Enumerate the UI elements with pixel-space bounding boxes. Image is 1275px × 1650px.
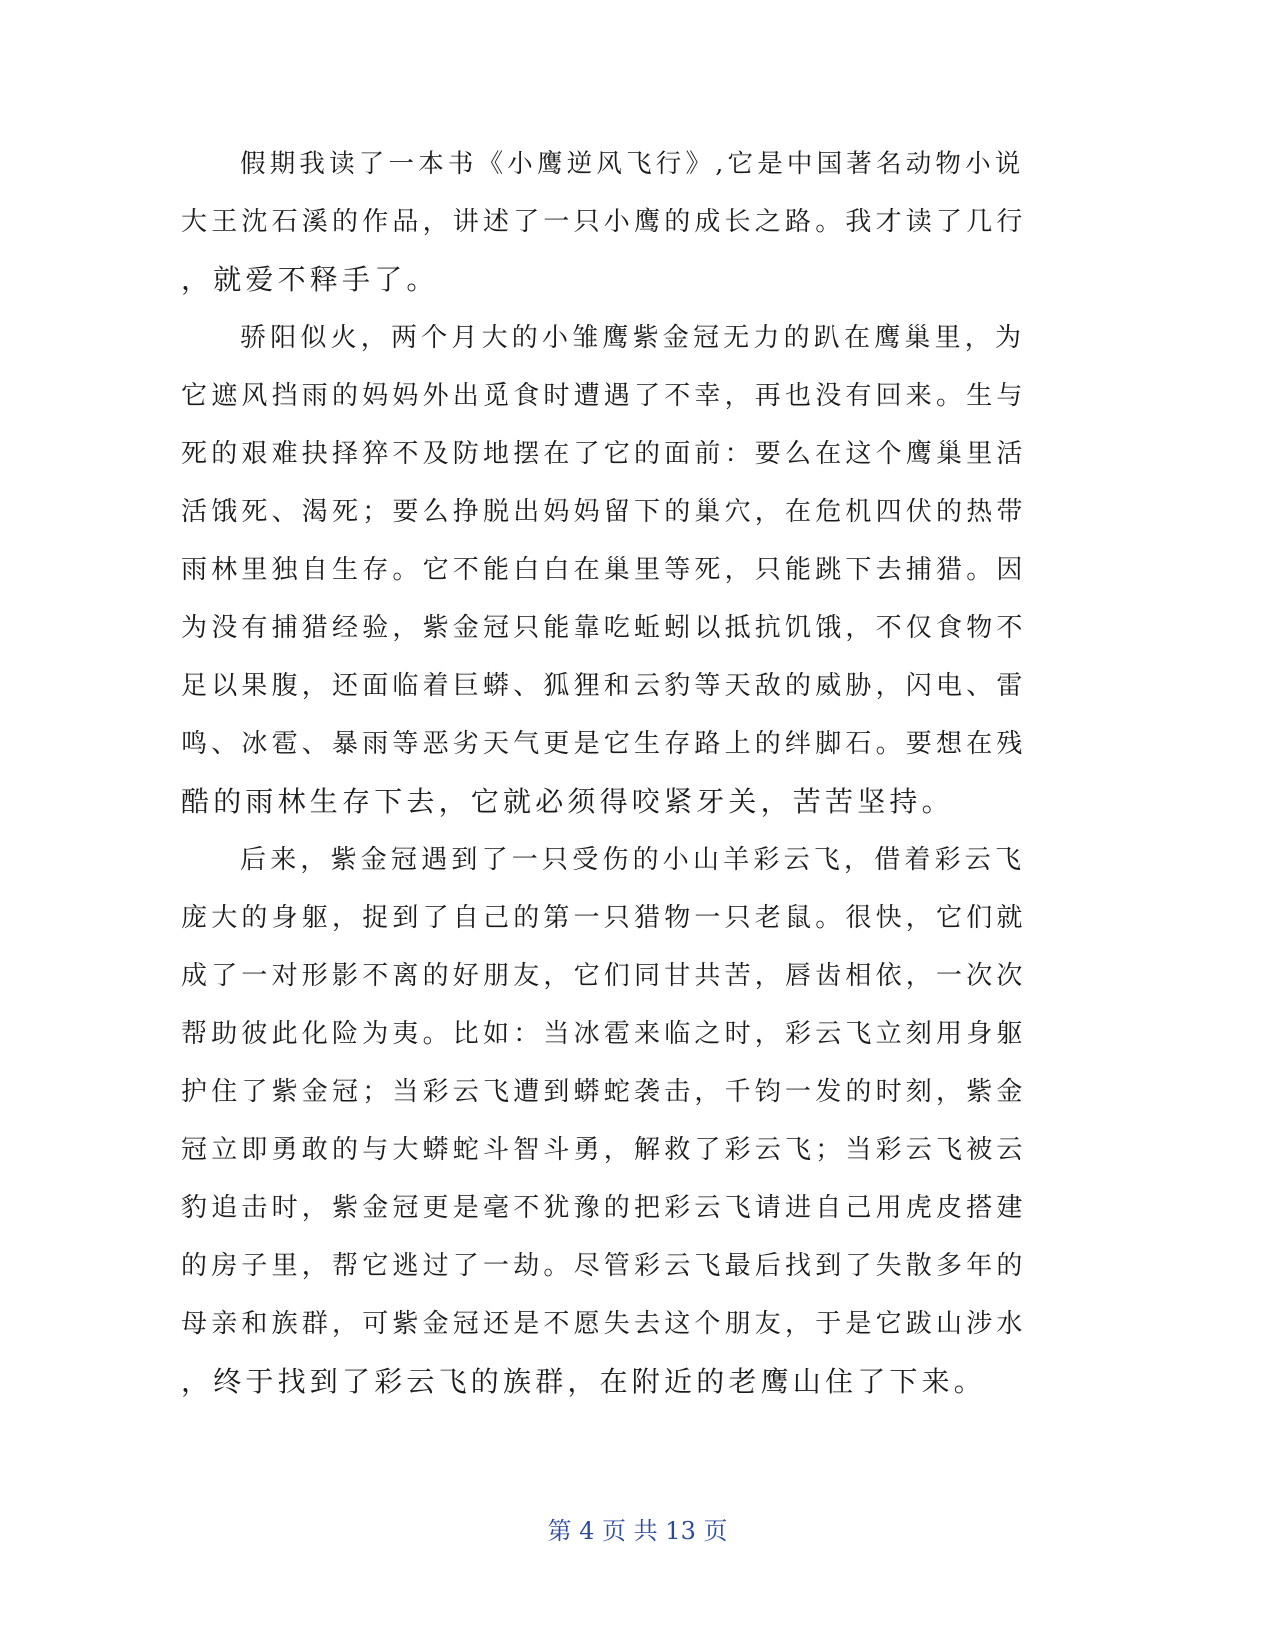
- paragraph-3-line-7: 豹追击时，紫金冠更是毫不犹豫的把彩云飞请进自己用虎皮搭建: [181, 1193, 1027, 1223]
- paragraph-3-line-9: 母亲和族群，可紫金冠还是不愿失去这个朋友，于是它跋山涉水: [181, 1309, 1027, 1339]
- page-number-footer: 第 4 页 共 13 页: [547, 1517, 728, 1545]
- paragraph-2-line-4: 活饿死、渴死；要么挣脱出妈妈留下的巢穴，在危机四伏的热带: [181, 497, 1027, 527]
- paragraph-2-line-2: 它遮风挡雨的妈妈外出觅食时遭遇了不幸，再也没有回来。生与: [181, 381, 1027, 411]
- paragraph-3-line-6: 冠立即勇敢的与大蟒蛇斗智斗勇，解救了彩云飞；当彩云飞被云: [181, 1135, 1027, 1165]
- paragraph-3-line-1: 后来，紫金冠遇到了一只受伤的小山羊彩云飞，借着彩云飞: [240, 845, 1026, 875]
- paragraph-3-line-2: 庞大的身躯，捉到了自己的第一只猎物一只老鼠。很快，它们就: [181, 903, 1027, 933]
- paragraph-2-line-3: 死的艰难抉择猝不及防地摆在了它的面前：要么在这个鹰巢里活: [181, 439, 1027, 469]
- paragraph-3-line-8: 的房子里，帮它逃过了一劫。尽管彩云飞最后找到了失散多年的: [181, 1251, 1027, 1281]
- paragraph-2-line-7: 足以果腹，还面临着巨蟒、狐狸和云豹等天敌的威胁，闪电、雷: [181, 671, 1027, 701]
- paragraph-3-line-10: ，终于找到了彩云飞的族群，在附近的老鹰山住了下来。: [181, 1365, 987, 1398]
- paragraph-2-line-1: 骄阳似火，两个月大的小雏鹰紫金冠无力的趴在鹰巢里，为: [240, 323, 1026, 353]
- paragraph-1-line-3: ，就爱不释手了。: [181, 263, 439, 296]
- paragraph-1-line-1: 假期我读了一本书《小鹰逆风飞行》,它是中国著名动物小说: [240, 149, 1025, 179]
- paragraph-2-line-6: 为没有捕猎经验，紫金冠只能靠吃蚯蚓以抵抗饥饿，不仅食物不: [181, 613, 1027, 643]
- paragraph-2-line-5: 雨林里独自生存。它不能白白在巢里等死，只能跳下去捕猎。因: [181, 555, 1027, 585]
- paragraph-2-line-9: 酷的雨林生存下去，它就必须得咬紧牙关，苦苦坚持。: [181, 785, 954, 818]
- paragraph-3-line-4: 帮助彼此化险为夷。比如：当冰雹来临之时，彩云飞立刻用身躯: [181, 1019, 1027, 1049]
- paragraph-1-line-2: 大王沈石溪的作品，讲述了一只小鹰的成长之路。我才读了几行: [181, 207, 1027, 237]
- paragraph-3-line-3: 成了一对形影不离的好朋友，它们同甘共苦，唇齿相依，一次次: [181, 961, 1027, 991]
- paragraph-3-line-5: 护住了紫金冠；当彩云飞遭到蟒蛇袭击，千钧一发的时刻，紫金: [181, 1077, 1027, 1107]
- paragraph-2-line-8: 鸣、冰雹、暴雨等恶劣天气更是它生存路上的绊脚石。要想在残: [181, 729, 1027, 759]
